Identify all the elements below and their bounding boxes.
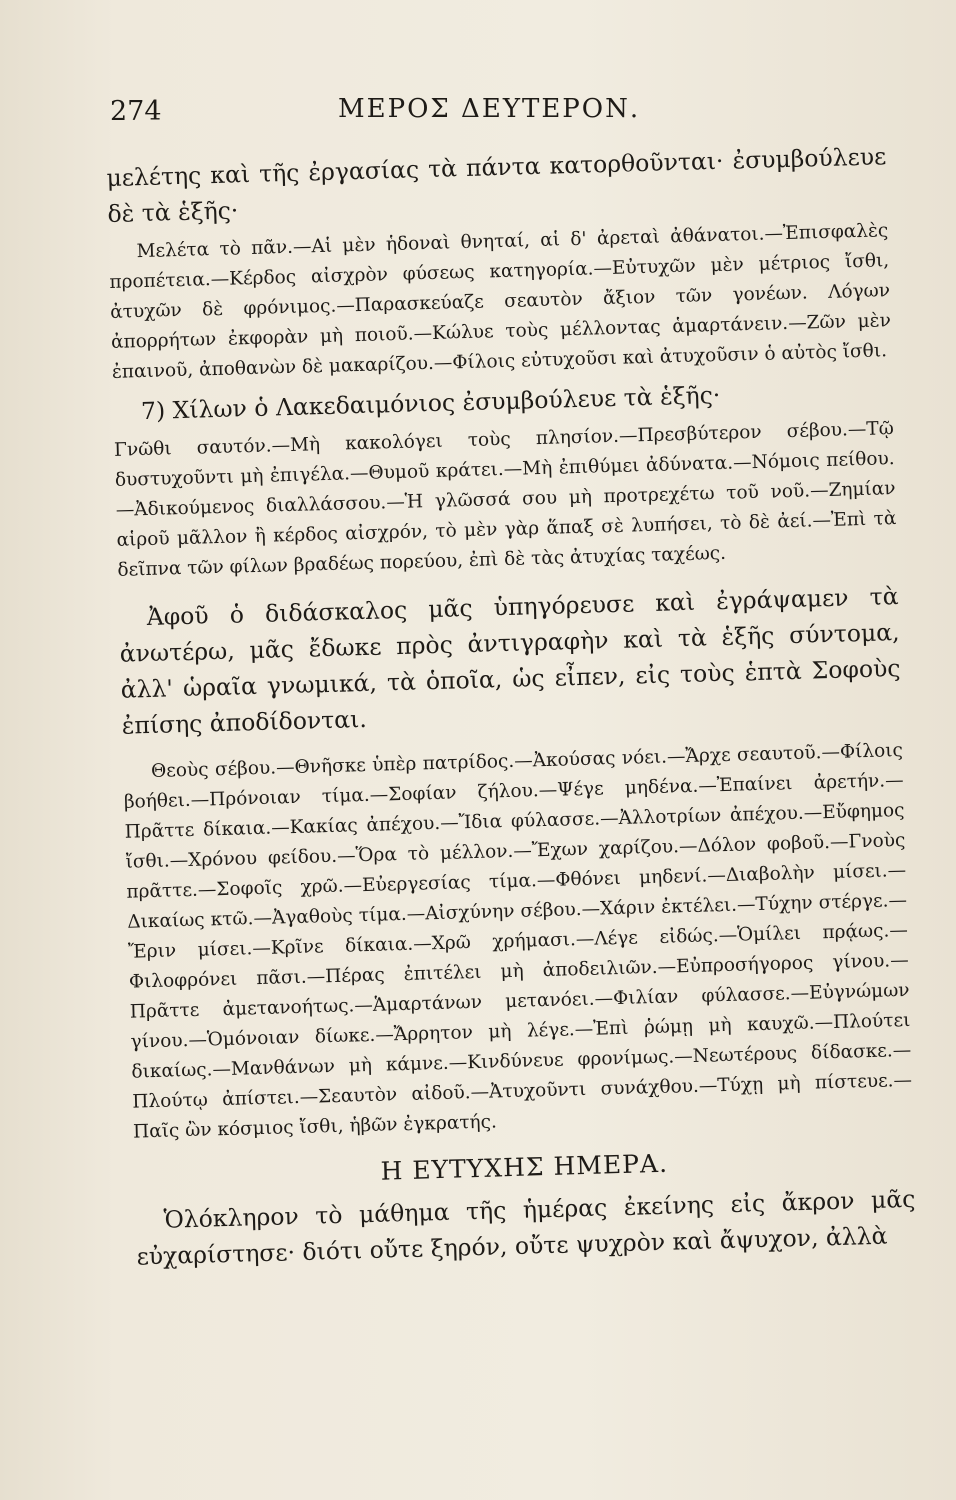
page-text <box>106 138 917 1274</box>
section-title: Η ΕΥΤΥΧΗΣ ΗΜΕΡΑ. <box>380 1148 669 1186</box>
maxims-block-2: Γνῶθι σαυτόν.—Μὴ κακολόγει τοὺς πλησίον.—Πρεσβύτερον σέβου.—Τῷ δυστυχοῦντι μὴ ἐπιγέλα.—Θυμοῦ κράτει.—Μὴ ἐπιθύμει ἀδύνατα.—Νόμοις πείθου.—Ἀδικούμενος διαλλάσσου.—Ἡ γλῶσσά σου μὴ προτρεχέτω τοῦ νοῦ.—Ζημίαν αἱροῦ μᾶλλον ἢ κέρδος αἰσχρόν, τὸ μὲν γὰρ ἅπαξ σὲ λυπήσει, τὸ δὲ ἀεί.—Ἐπὶ τὰ δεῖπνα τῶν φίλων βραδέως πορεύου, ἐπὶ δὲ τὰς ἀτυχίας ταχέως. <box>113 418 897 581</box>
maxims-block-1: Μελέτα τὸ πᾶν.—Αἱ μὲν ἡδοναὶ θνηταί, αἱ δ' ἀρεταὶ ἀθάνατοι.—Ἐπισφαλὲς προπέτεια.—Κέρδος αἰσχρὸν φύσεως κατηγορία.—Εὐτυχῶν μὲν μέτριος ἴσθι, ἀτυχῶν δὲ φρόνιμος.—Παρασκεύαζε σεαυτὸν ἄξιον τῶν γονέων. Λόγων ἀπορρήτων ἐκφορὰν μὴ ποιοῦ.—Κώλυε τοὺς μέλλοντας ἁμαρτάνειν.—Ζῶν μὲν ἐπαινοῦ, ἀποθανὼν δὲ μακαρίζου.—Φίλοις εὐτυχοῦσι καὶ ἀτυχοῦσιν ὁ αὐτὸς ἴσθι. <box>109 220 892 383</box>
maxims-block-3: Θεοὺς σέβου.—Θνῆσκε ὑπὲρ πατρίδος.—Ἀκούσας νόει.—Ἄρχε σεαυτοῦ.—Φίλοις βοήθει.—Πρόνοιαν τίμα.—Σοφίαν ζήλου.—Ψέγε μηδένα.—Ἐπαίνει ἀρετήν.—Πρᾶττε δίκαια.—Κακίας ἀπέχου.—Ἴδια φύλασσε.—Ἀλλοτρίων ἀπέχου.—Εὔφημος ἴσθι.—Χρόνου φείδου.—Ὅρα τὸ μέλλον.—Ἔχων χαρίζου.—Δόλον φοβοῦ.—Γνοὺς πρᾶττε.—Σοφοῖς χρῶ.—Εὐεργεσίας τίμα.—Φθόνει μηδενί.—Διαβολὴν μίσει.—Δικαίως κτῶ.—Ἀγαθοὺς τίμα.—Αἰσχύνην σέβου.—Χάριν ἐκτέλει.—Τύχην στέργε.—Ἔριν μίσει.—Κρῖνε δίκαια.—Χρῶ χρήμασι.—Λέγε εἰδώς.—Ὁμίλει πρᾴως.—Φιλοφρόνει πᾶσι.—Πέρας ἐπιτέλει μὴ ἀποδειλιῶν.—Εὐπροσήγορος γίνου.—Πρᾶττε ἀμετανοήτως.—Ἁμαρτάνων μετανόει.—Φιλίαν φύλασσε.—Εὐγνώμων γίνου.—Ὁμόνοιαν δίωκε.—Ἄρρητον μὴ λέγε.—Ἐπὶ ῥώμῃ μὴ καυχῶ.—Πλούτει δικαίως.—Μανθάνων μὴ κάμνε.—Κινδύνευε φρονίμως.—Νεωτέρους δίδασκε.—Πλούτῳ ἀπίστει.—Σεαυτὸν αἰδοῦ.—Ἀτυχοῦντι συνάχθου.—Τύχῃ μὴ πίστευε.—Παῖς ὢν κόσμιος ἴσθι, ἡβῶν ἐγκρατής. <box>123 739 913 1143</box>
page-header <box>0 96 956 136</box>
paragraph-intro: μελέτης καὶ τῆς ἐργασίας τὰ πάντα κατορθοῦνται· ἐσυμβούλευε δὲ τὰ ἑξῆς· <box>106 142 887 228</box>
paragraph-teacher: Ἀφοῦ ὁ διδάσκαλος μᾶς ὑπηγόρευσε καὶ ἐγράψαμεν τὰ ἀνωτέρω, μᾶς ἔδωκε πρὸς ἀντιγραφὴν καὶ τὰ ἑξῆς σύντομα, ἀλλ' ὡραῖα γνωμικά, τὰ ὁποῖα, ὡς εἶπεν, εἰς τοὺς ἑπτὰ Σοφοὺς ἐπίσης ἀποδίδονται. <box>119 582 901 740</box>
page-number: 274 <box>110 96 162 127</box>
paragraph-chilon: 7) Χίλων ὁ Λακεδαιμόνιος ἐσυμβούλευε τὰ ἑξῆς· <box>140 380 721 426</box>
paragraph-happy-day: Ὁλόκληρον τὸ μάθημα τῆς ἡμέρας ἐκείνης εἰς ἄκρον μᾶς εὐχαρίστησε· διότι οὔτε ξηρόν, οὔτε ψυχρὸν καὶ ἄψυχον, ἀλλὰ <box>136 1184 916 1271</box>
running-head: ΜΕΡΟΣ ΔΕΥΤΕΡΟΝ. <box>338 94 641 124</box>
